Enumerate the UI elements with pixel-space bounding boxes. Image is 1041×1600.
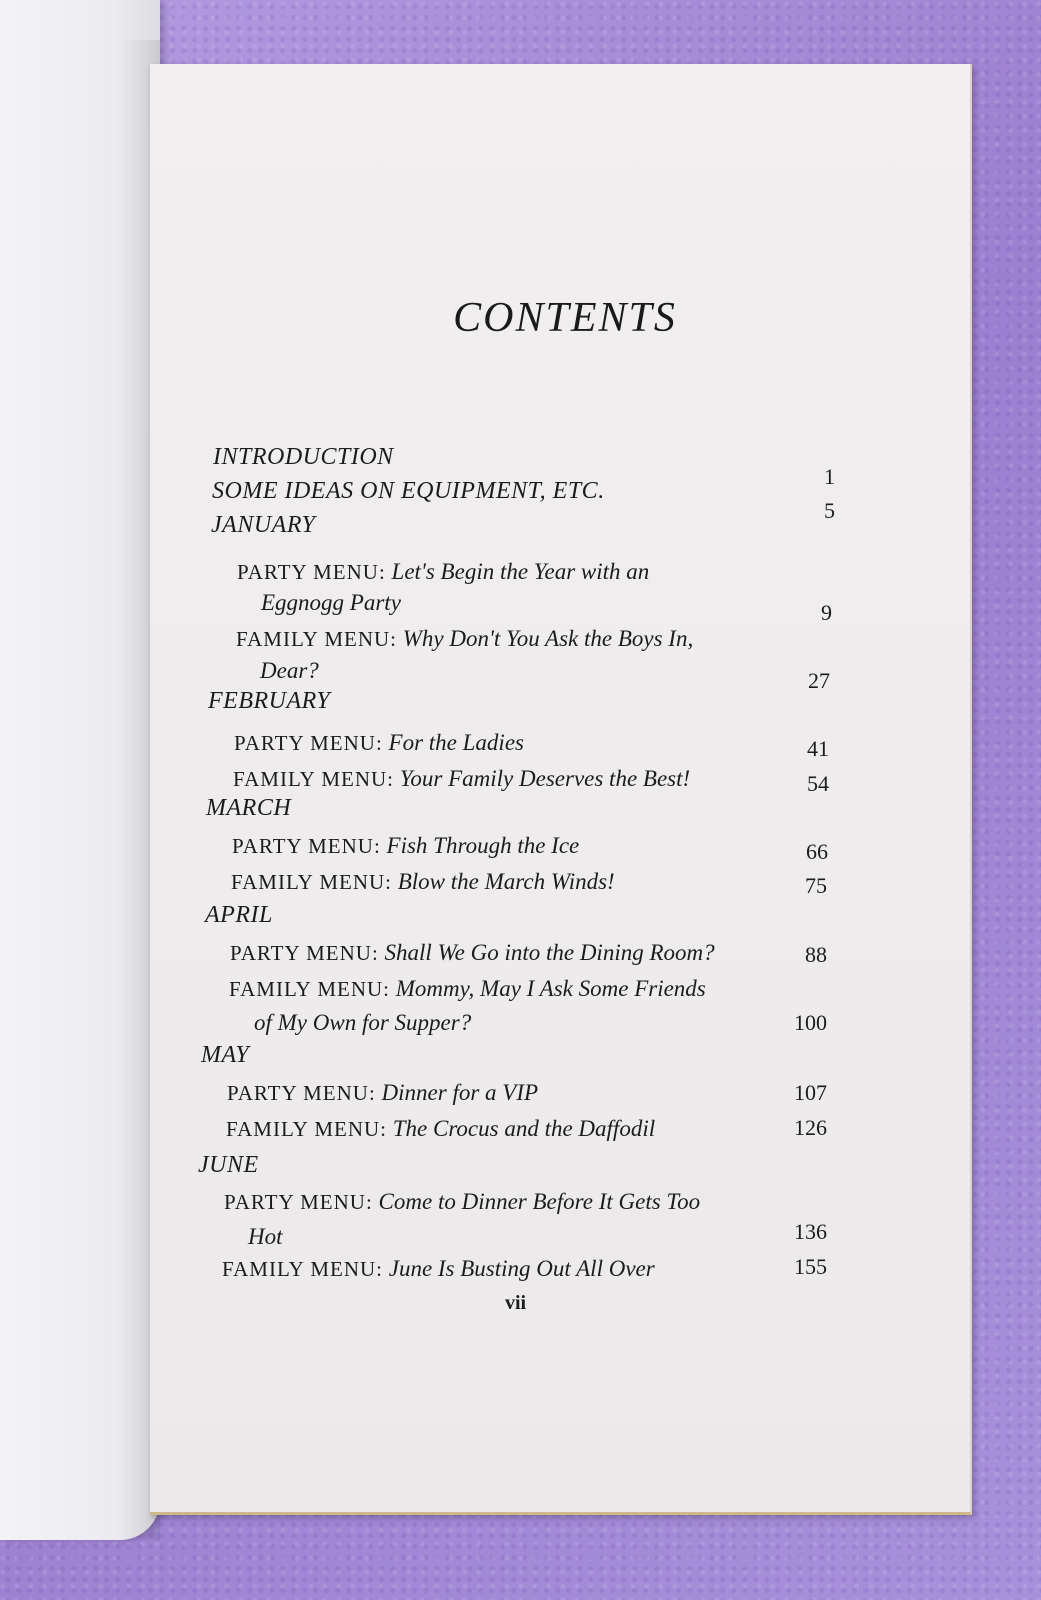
page-number-may-family: 126 <box>794 1115 827 1140</box>
menu-title: The Crocus and the Daffodil <box>392 1116 656 1141</box>
page-number-march-family: 75 <box>805 873 827 898</box>
menu-title-continued: Hot <box>248 1224 283 1249</box>
toc-entry-april-family <box>229 976 706 1002</box>
toc-entry-june-party <box>224 1189 700 1215</box>
toc-entry-april-party <box>230 940 715 966</box>
menu-kind-label: PARTY MENU: <box>237 560 386 584</box>
page-number-may-party: 107 <box>794 1080 827 1105</box>
page-number-february-family: 54 <box>807 771 829 796</box>
menu-kind-label: FAMILY MENU: <box>236 627 397 651</box>
menu-kind-label: PARTY MENU: <box>227 1081 376 1105</box>
toc-entry-june-family <box>222 1256 655 1282</box>
menu-kind-label: PARTY MENU: <box>232 834 381 858</box>
table-of-contents <box>150 64 970 1512</box>
menu-kind-label: FAMILY MENU: <box>229 977 390 1001</box>
menu-title: Fish Through the Ice <box>386 833 580 858</box>
toc-entry-february-family <box>233 766 690 792</box>
menu-kind-label: FAMILY MENU: <box>222 1257 383 1281</box>
page-number-january-family: 27 <box>808 668 830 693</box>
menu-title-continued: of My Own for Supper? <box>254 1010 472 1035</box>
menu-title: Why Don't You Ask the Boys In, <box>402 626 694 651</box>
menu-title: Shall We Go into the Dining Room? <box>384 940 715 965</box>
toc-entry-may-party <box>227 1080 538 1106</box>
contents-page <box>150 64 972 1515</box>
menu-kind-label: PARTY MENU: <box>224 1190 373 1214</box>
page-number-march-party: 66 <box>806 839 828 864</box>
menu-title: June Is Busting Out All Over <box>388 1256 655 1281</box>
menu-title: Dinner for a VIP <box>381 1080 539 1105</box>
page-number-april-party: 88 <box>805 942 827 967</box>
toc-entry-january-family <box>236 626 693 652</box>
toc-month-may: MAY <box>201 1042 250 1068</box>
page-number-june-party: 136 <box>794 1219 827 1244</box>
toc-entry-march-party <box>232 833 579 859</box>
toc-month-march: MARCH <box>206 795 292 821</box>
menu-title: Your Family Deserves the Best! <box>399 766 691 791</box>
page-number-equipment: 5 <box>824 498 835 523</box>
toc-entry-march-family <box>231 869 615 895</box>
toc-entry-may-family <box>226 1116 655 1142</box>
page-number-introduction: 1 <box>824 464 835 489</box>
menu-title: For the Ladies <box>388 730 524 755</box>
menu-title: Come to Dinner Before It Gets Too <box>378 1189 701 1214</box>
page-number-january-party: 9 <box>821 600 832 625</box>
page-folio: vii <box>505 1292 527 1314</box>
menu-kind-label: FAMILY MENU: <box>226 1117 387 1141</box>
toc-entry-january-party <box>237 559 649 585</box>
toc-month-february: FEBRUARY <box>208 688 331 714</box>
menu-title: Blow the March Winds! <box>397 869 615 894</box>
toc-month-january: JANUARY <box>211 512 316 538</box>
toc-month-june: JUNE <box>198 1152 259 1178</box>
page-title: CONTENTS <box>453 295 677 341</box>
toc-entry-february-party <box>234 730 524 756</box>
toc-entry-introduction: INTRODUCTION <box>213 444 394 470</box>
menu-title: Let's Begin the Year with an <box>391 559 650 584</box>
toc-entry-equipment: SOME IDEAS ON EQUIPMENT, ETC. <box>212 478 605 504</box>
page-number-june-family: 155 <box>794 1254 827 1279</box>
menu-kind-label: FAMILY MENU: <box>233 767 394 791</box>
page-number-february-party: 41 <box>807 736 829 761</box>
menu-kind-label: PARTY MENU: <box>230 941 379 965</box>
menu-title-continued: Eggnogg Party <box>261 590 401 615</box>
menu-kind-label: FAMILY MENU: <box>231 870 392 894</box>
page-number-april-family: 100 <box>794 1010 827 1035</box>
toc-month-april: APRIL <box>205 902 273 928</box>
menu-kind-label: PARTY MENU: <box>234 731 383 755</box>
menu-title: Mommy, May I Ask Some Friends <box>395 976 706 1001</box>
menu-title-continued: Dear? <box>260 658 319 683</box>
